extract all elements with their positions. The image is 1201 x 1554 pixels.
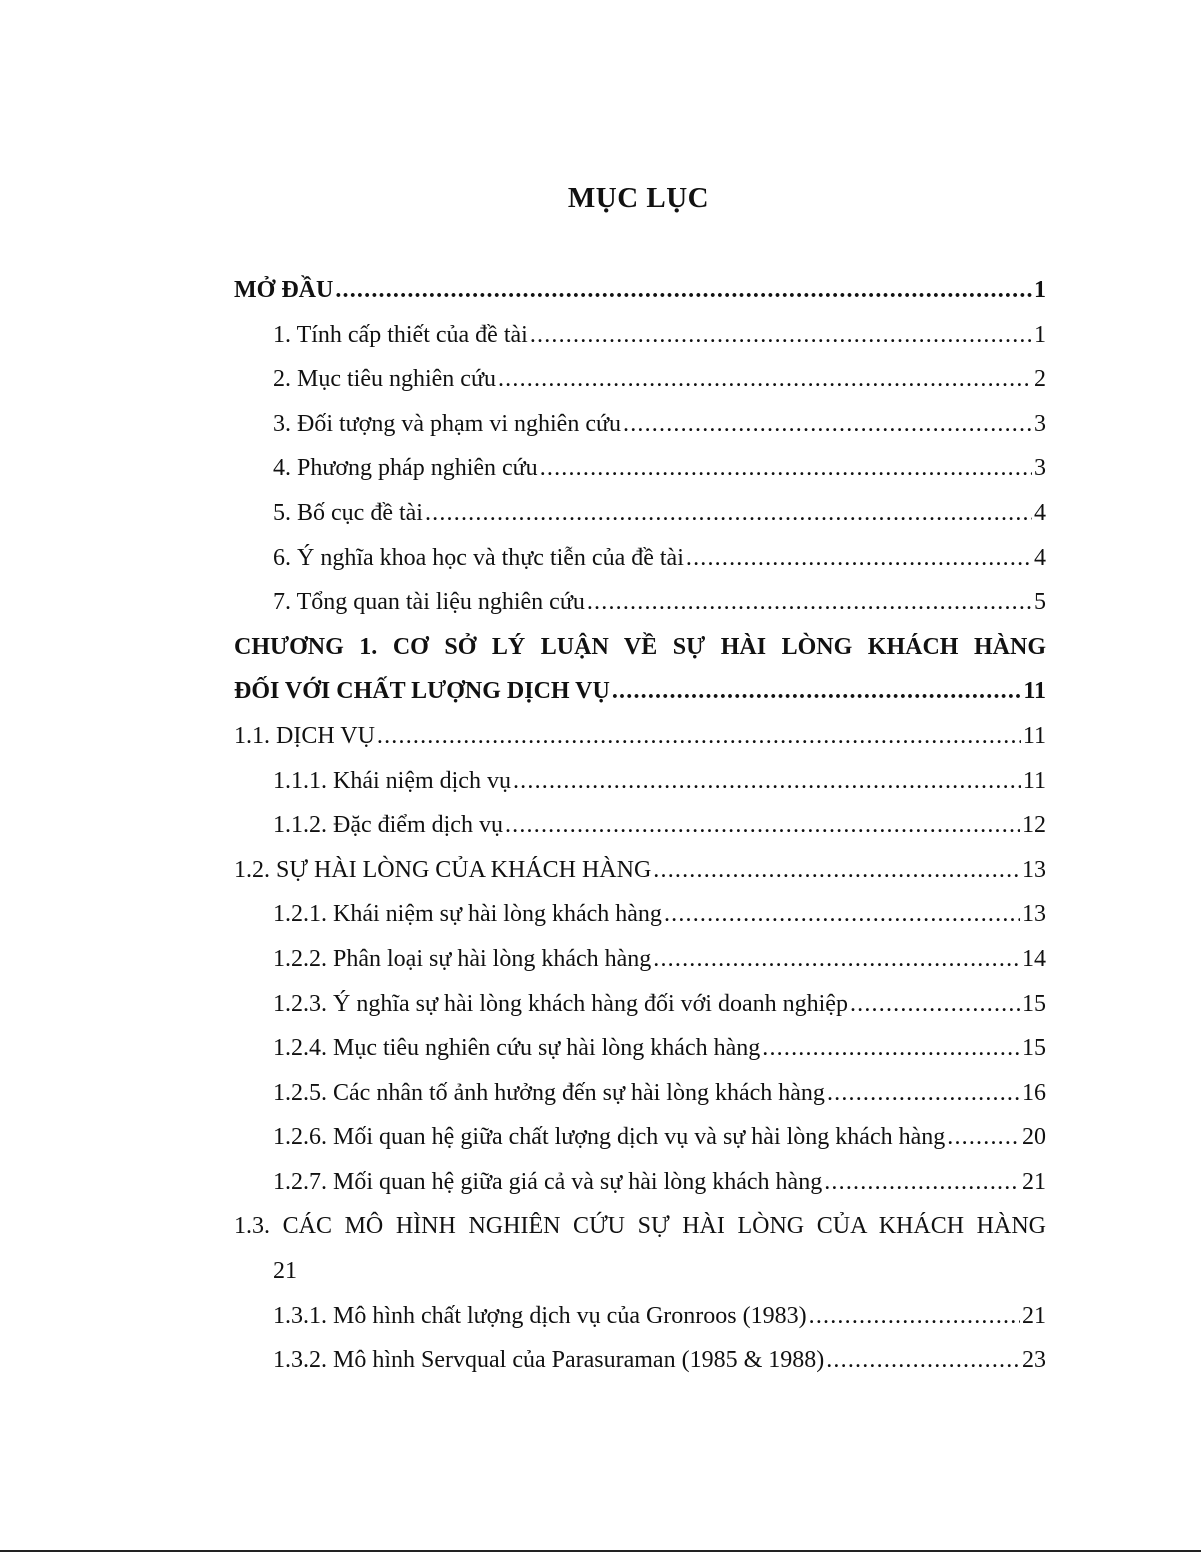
toc-entry-page: 11: [1023, 678, 1046, 705]
dot-leader: [587, 580, 1032, 625]
toc-entry[interactable]: [234, 1294, 1046, 1339]
toc-entry-label: 1.2.5. Các nhân tố ảnh hưởng đến sự hài lòng khách hàng: [273, 1079, 825, 1106]
toc-entry-label: 1.1.1. Khái niệm dịch vụ: [273, 767, 511, 794]
toc-entry[interactable]: [234, 1115, 1046, 1160]
table-of-contents: [234, 268, 1046, 1383]
dot-leader: [498, 357, 1032, 402]
toc-entry-label: 1.2.6. Mối quan hệ giữa chất lượng dịch vụ và sự hài lòng khách hàng: [273, 1124, 946, 1151]
toc-entry-page: 20: [1022, 1124, 1046, 1151]
dot-leader: [425, 491, 1032, 536]
toc-entry-label: 1.2.7. Mối quan hệ giữa giá cả và sự hài lòng khách hàng: [273, 1168, 823, 1195]
toc-entry-label: 5. Bố cục đề tài: [273, 499, 423, 526]
toc-entry[interactable]: [234, 892, 1046, 937]
toc-entry-label: 1.1. DỊCH VỤ: [234, 722, 375, 749]
toc-entry-page: 1: [1034, 321, 1046, 348]
toc-entry[interactable]: [234, 1071, 1046, 1116]
toc-entry-page: 15: [1022, 1035, 1046, 1062]
toc-entry[interactable]: [234, 669, 1046, 714]
toc-entry-label: 1. Tính cấp thiết của đề tài: [273, 321, 528, 348]
dot-leader: [827, 1071, 1020, 1116]
toc-entry[interactable]: [234, 1026, 1046, 1071]
toc-entry-label: 1.2. SỰ HÀI LÒNG CỦA KHÁCH HÀNG: [234, 856, 652, 883]
toc-entry-page: 13: [1022, 901, 1046, 928]
dot-leader: [824, 1160, 1020, 1205]
dot-leader: [623, 402, 1032, 447]
toc-entry[interactable]: [234, 937, 1046, 982]
toc-entry-page: 2: [1034, 366, 1046, 393]
toc-entry-label: MỞ ĐẦU: [234, 277, 334, 303]
toc-chapter-heading[interactable]: [234, 625, 1046, 670]
toc-entry-label: 3. Đối tượng và phạm vi nghiên cứu: [273, 410, 621, 437]
toc-entry-label: CHƯƠNG 1. CƠ SỞ LÝ LUẬN VỀ SỰ HÀI LÒNG KHÁCH HÀNG: [234, 633, 1046, 660]
toc-entry-page: 15: [1022, 990, 1046, 1017]
toc-entry-label: 2. Mục tiêu nghiên cứu: [273, 366, 496, 393]
toc-entry-page: 23: [1022, 1347, 1046, 1374]
page-edge-divider: [0, 1550, 1201, 1552]
toc-entry-page: 11: [1022, 767, 1046, 794]
toc-entry[interactable]: [234, 313, 1046, 358]
toc-entry[interactable]: [234, 536, 1046, 581]
toc-entry-page: 5: [1034, 589, 1046, 616]
toc-entry-label: 1.3.2. Mô hình Servqual của Parasuraman (1985 & 1988): [273, 1347, 825, 1374]
toc-entry-page: 1: [1034, 277, 1046, 303]
toc-entry[interactable]: [234, 402, 1046, 447]
dot-leader: [612, 669, 1021, 714]
dot-leader: [377, 714, 1021, 759]
toc-entry[interactable]: [234, 446, 1046, 491]
toc-entry-page: 14: [1022, 945, 1046, 972]
toc-entry-page: 21: [1022, 1302, 1046, 1329]
toc-entry[interactable]: [234, 491, 1046, 536]
toc-entry-label: 1.3.1. Mô hình chất lượng dịch vụ của Gronroos (1983): [273, 1302, 807, 1329]
toc-entry-label: 4. Phương pháp nghiên cứu: [273, 455, 538, 482]
toc-entry-label: 1.2.4. Mục tiêu nghiên cứu sự hài lòng khách hàng: [273, 1035, 761, 1062]
toc-entry-page: 21: [1022, 1168, 1046, 1195]
dot-leader: [513, 759, 1021, 804]
dot-leader: [653, 937, 1020, 982]
toc-entry[interactable]: [234, 357, 1046, 402]
dot-leader: [809, 1294, 1020, 1339]
toc-entry-page: 21: [273, 1258, 297, 1285]
toc-entry[interactable]: [234, 1338, 1046, 1383]
dot-leader: [653, 848, 1020, 893]
toc-section-heading[interactable]: [234, 1204, 1046, 1249]
toc-entry-label: 1.2.3. Ý nghĩa sự hài lòng khách hàng đối với doanh nghiệp: [273, 990, 848, 1017]
toc-entry-page: 13: [1022, 856, 1046, 883]
toc-entry[interactable]: [234, 982, 1046, 1027]
toc-entry-label: ĐỐI VỚI CHẤT LƯỢNG DỊCH VỤ: [234, 678, 610, 705]
toc-entry-label: 1.2.2. Phân loại sự hài lòng khách hàng: [273, 945, 652, 972]
dot-leader: [530, 313, 1032, 358]
dot-leader: [505, 803, 1020, 848]
toc-entry[interactable]: [234, 714, 1046, 759]
toc-entry-label: 7. Tổng quan tài liệu nghiên cứu: [273, 589, 585, 616]
dot-leader: [335, 268, 1032, 313]
toc-entry[interactable]: [234, 268, 1046, 313]
toc-entry-page: 12: [1022, 812, 1046, 839]
toc-entry-label: 1.2.1. Khái niệm sự hài lòng khách hàng: [273, 901, 662, 928]
toc-entry-continuation[interactable]: [234, 1249, 1046, 1294]
toc-entry-label: 6. Ý nghĩa khoa học và thực tiễn của đề tài: [273, 544, 684, 571]
toc-entry-label: 1.1.2. Đặc điểm dịch vụ: [273, 812, 503, 839]
toc-entry-page: 3: [1034, 455, 1046, 482]
toc-entry[interactable]: [234, 580, 1046, 625]
toc-entry[interactable]: [234, 759, 1046, 804]
toc-entry[interactable]: [234, 803, 1046, 848]
dot-leader: [540, 446, 1032, 491]
toc-entry[interactable]: [234, 848, 1046, 893]
dot-leader: [826, 1338, 1020, 1383]
dot-leader: [664, 892, 1020, 937]
toc-entry-page: 4: [1034, 544, 1046, 571]
dot-leader: [947, 1115, 1020, 1160]
dot-leader: [762, 1026, 1020, 1071]
toc-entry-page: 3: [1034, 410, 1046, 437]
toc-entry-page: 16: [1022, 1079, 1046, 1106]
toc-entry[interactable]: [234, 1160, 1046, 1205]
toc-entry-page: 4: [1034, 499, 1046, 526]
toc-entry-page: 11: [1022, 722, 1046, 749]
toc-entry-label: 1.3. CÁC MÔ HÌNH NGHIÊN CỨU SỰ HÀI LÒNG CỦA KHÁCH HÀNG: [234, 1213, 1046, 1240]
dot-leader: [686, 536, 1032, 581]
page-title: MỤC LỤC: [567, 182, 710, 214]
dot-leader: [850, 982, 1020, 1027]
